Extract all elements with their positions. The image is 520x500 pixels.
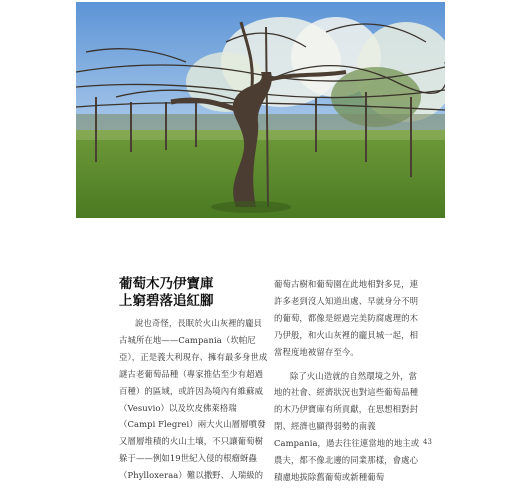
right-paragraph-1: 葡萄古樹和葡萄園在此地相對多見，連許多老到沒人知道出處、早就身分不明的葡萄，都像是經過完美防腐處理的木乃伊般，和火山灰裡的龐貝城一起，相當程度地被留存至今。 [274, 279, 419, 357]
left-column [119, 315, 269, 484]
right-paragraph-2: 除了火山造就的自然環境之外，當地的社會、經濟狀況也對這些葡萄品種的木乃伊寶庫有所貢獻，在思想相對封閉、經濟也顯得弱勢的南義Campania，過去往往連當地的地主或農夫，都不像北邊的同業那樣，會處心積慮地拔除舊葡萄或新種葡萄 [274, 370, 420, 482]
section-title [119, 276, 269, 310]
vineyard-photo [76, 2, 445, 218]
left-paragraph-1: 說也奇怪，長眠於火山灰裡的龐貝古城所在地——Campania（坎帕尼亞），正是義大利現存、擁有最多身世成謎古老葡萄品種（專家推估至少有超過百種）的區域，或許因為境內有維蘇威（Vesuvio）以及坎皮佛萊格瑞（Campi Flegrei）兩大火山層層噴發又層層堆積的火山土壤，不只讓葡萄樹躲于——例如19世紀入侵的根瘤蚜蟲（Phylloxeraa）難以撒野、人瑞級的 [119, 318, 268, 481]
vineyard-photo-icon [76, 2, 445, 218]
section-title-line1: 葡萄木乃伊寶庫 [119, 276, 214, 292]
right-column [274, 276, 424, 486]
page-number: 43 [423, 438, 432, 446]
section-title-line2: 上窮碧落追紅腳 [119, 293, 214, 309]
